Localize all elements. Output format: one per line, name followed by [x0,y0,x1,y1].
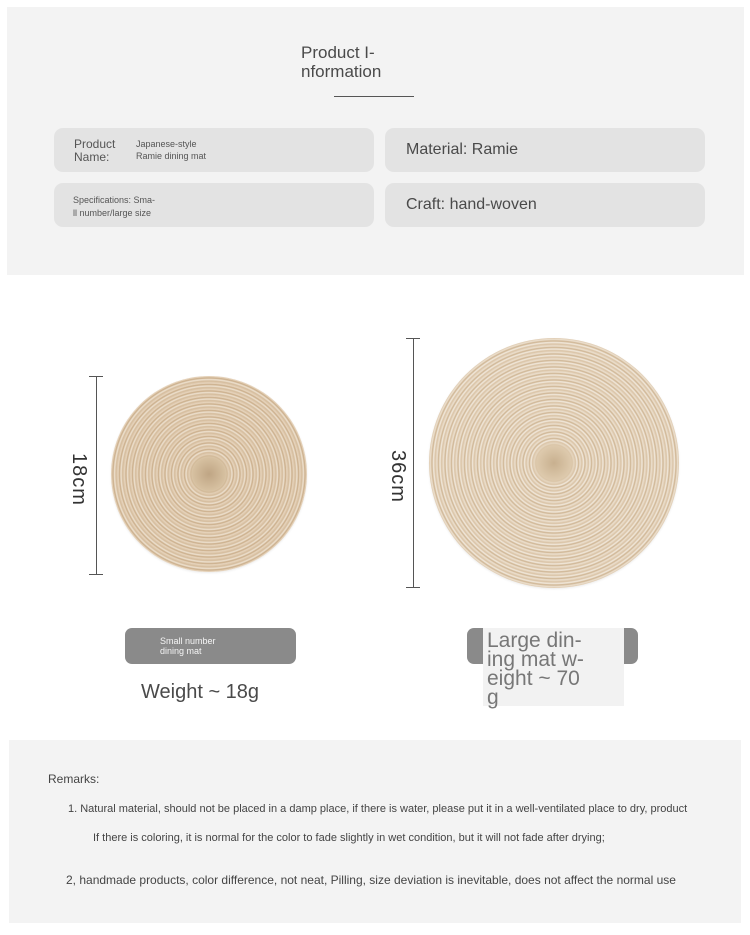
small-mat-badge-text: Small number dining mat [160,636,216,656]
craft-field [385,183,705,227]
large-dimension-label: 36cm [386,450,409,503]
small-dimension-tick-bottom [89,574,103,575]
small-mat-weight: Weight ~ 18g [141,681,260,703]
small-dimension-line [96,376,97,575]
small-mat-badge [125,628,296,664]
large-dimension-tick-bottom [406,587,420,588]
product-name-label: Product Name: [74,137,116,164]
material-field [385,128,705,172]
large-mat-center [532,441,576,485]
large-mat-badge-text: Large din- ing mat w- eight ~ 70 g [487,629,584,709]
craft-text: Craft: hand-woven [406,196,537,213]
title-underline [334,96,414,97]
remark-line-1-continued: If there is coloring, it is normal for the color to fade slightly in wet condition, but it will not fade after drying; [93,832,605,844]
remarks-title: Remarks: [48,772,100,786]
product-name-value: Japanese-style Ramie dining mat [136,139,207,161]
large-mat-badge [467,628,638,709]
material-text: Material: Ramie [406,141,519,158]
specifications-text: Specifications: Sma- ll number/large size [73,195,156,218]
specifications-field [54,183,374,227]
small-dimension-label: 18cm [67,453,90,506]
large-dimension-line [413,338,414,588]
small-mat-center [188,453,230,495]
product-name-field [54,128,374,172]
remark-line-2: 2, handmade products, color difference, not neat, Pilling, size deviation is inevitable, does not affect the normal use [66,873,676,887]
section-title: Product I- nformation [301,43,382,81]
small-dimension-tick-top [89,376,103,377]
remark-line-1: 1. Natural material, should not be placed in a damp place, if there is water, please put it in a well-ventilated place to dry, product [68,803,688,815]
large-dimension-tick-top [406,338,420,339]
